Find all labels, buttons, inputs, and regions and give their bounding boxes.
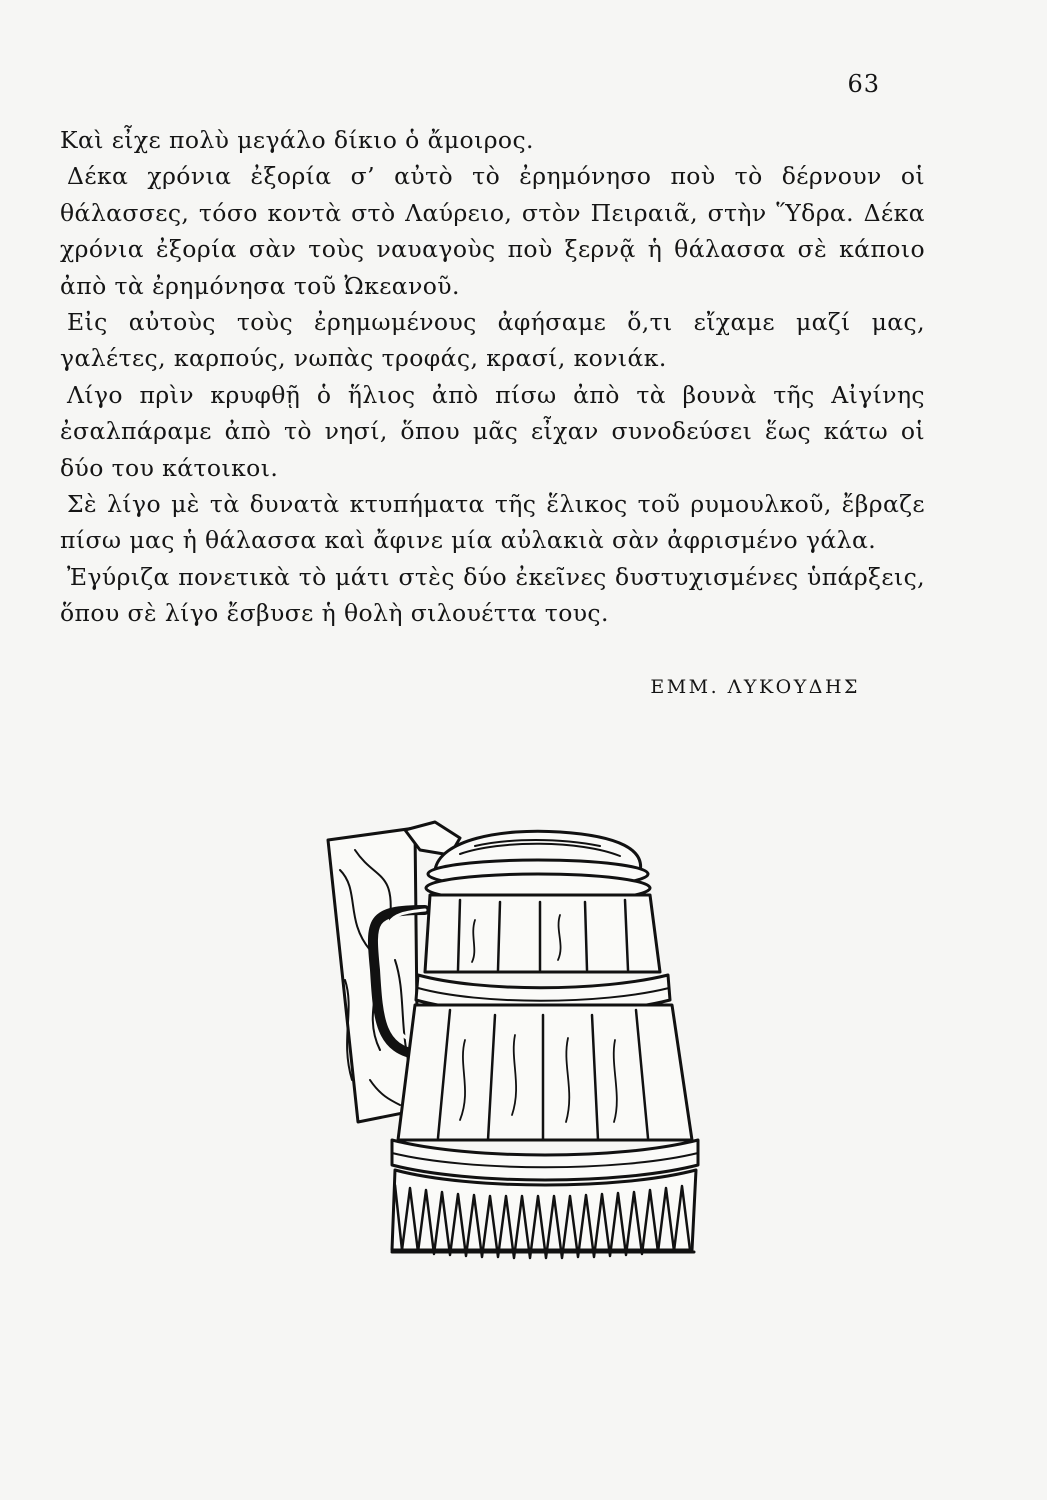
- wooden-tankard-icon: [300, 810, 700, 1270]
- paragraph-3: Εἰς αὐτοὺς τοὺς ἐρημωμένους ἀφήσαμε ὅ,τι εἴχαμε μαζί μας, γαλέτες, καρπούς, νωπὰς τροφάς, κρασί, κονιάκ.: [60, 308, 925, 373]
- tankard-illustration: [300, 810, 700, 1270]
- paragraph-1: Καὶ εἶχε πολὺ μεγάλο δίκιο ὁ ἄμοιρος.: [60, 126, 534, 154]
- paragraph-4: Λίγο πρὶν κρυφθῇ ὁ ἥλιος ἀπὸ πίσω ἀπὸ τὰ βουνὰ τῆς Αἰγίνης ἐσαλπάραμε ἀπὸ τὸ νησί, ὅπου μᾶς εἶχαν συνοδεύσει ἕως κάτω οἱ δύο του κάτοικοι.: [60, 380, 925, 482]
- author-signature: ΕΜΜ. ΛΥΚΟΥΔΗΣ: [650, 676, 860, 698]
- body-text: [60, 122, 925, 632]
- paragraph-6: Ἐγύριζα πονετικὰ τὸ μάτι στὲς δύο ἐκεῖνες δυστυχισμένες ὑπάρξεις, ὅπου σὲ λίγο ἔσβυσε ἡ θολὴ σιλουέττα τους.: [60, 562, 925, 628]
- page-number: 63: [847, 70, 880, 98]
- paragraph-5: Σὲ λίγο μὲ τὰ δυνατὰ κτυπήματα τῆς ἕλικος τοῦ ρυμουλκοῦ, ἔβραζε πίσω μας ἡ θάλασσα καὶ ἄφινε μία αὐλακιὰ σὰν ἀφρισμένο γάλα.: [60, 490, 925, 555]
- paragraph-2: Δέκα χρόνια ἐξορία σ’ αὐτὸ τὸ ἐρημόνησο ποὺ τὸ δέρνουν οἱ θάλασσες, τόσο κοντὰ στὸ Λαύρειο, στὸν Πειραιᾶ, στὴν Ὕδρα. Δέκα χρόνια ἐξορία σὰν τοὺς ναυαγοὺς ποὺ ξερνᾷ ἡ θάλασσα σὲ κάποιο ἀπὸ τὰ ἐρημόνησα τοῦ Ὠκεανοῦ.: [60, 162, 925, 300]
